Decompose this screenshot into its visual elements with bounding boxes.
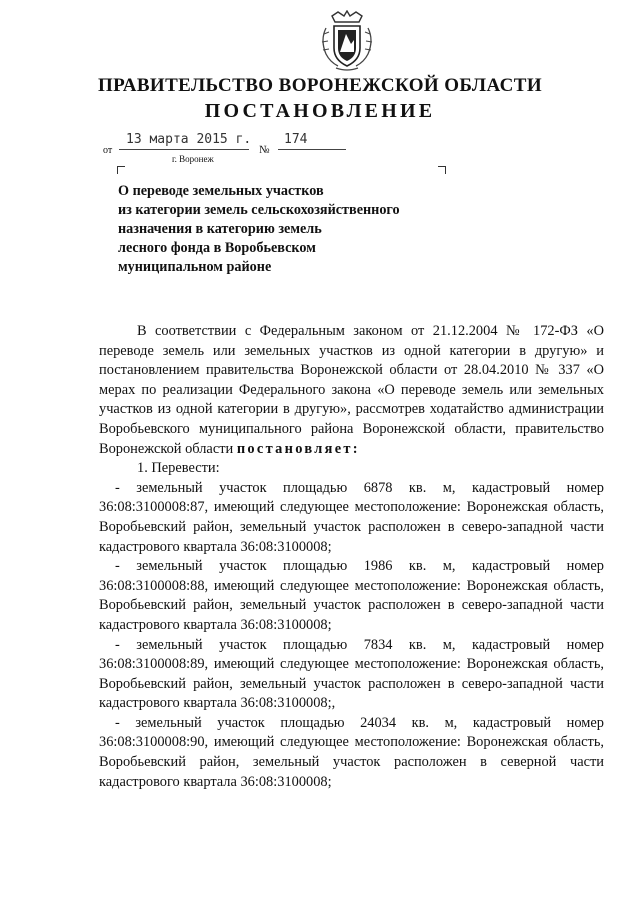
- document-subject: [118, 182, 448, 277]
- subject-line: О переводе земельных участков: [118, 183, 324, 199]
- document-type-title: ПОСТАНОВЛЕНИЕ: [204, 100, 436, 122]
- parcel-item: - земельный участок площадью 24034 кв. м, кадастровый номер 36:08:3100008:90, имеющий следующее местоположение: Воронежская область, Воробьевский район, земельный участок расположен в северной части кадастрового квартала 36:08:3100008;: [99, 714, 604, 790]
- subject-line: муниципальном районе: [118, 259, 272, 275]
- parcel-item: - земельный участок площадью 7834 кв. м, кадастровый номер 36:08:3100008:89, имеющий следующее местоположение: Воронежская область, Воробьевский район, земельный участок расположен в северо-западной части кадастрового квартала 36:08:3100008;,: [99, 636, 604, 712]
- subject-line: лесного фонда в Воробьевском: [118, 240, 316, 256]
- government-title: ПРАВИТЕЛЬСТВО ВОРОНЕЖСКОЙ ОБЛАСТИ: [97, 75, 543, 96]
- document-date: 13 марта 2015 г.: [126, 132, 252, 147]
- preamble-paragraph: [99, 322, 604, 459]
- item-heading: 1. Перевести:: [137, 460, 220, 477]
- number-prefix: №: [259, 144, 270, 156]
- city-label: г. Воронеж: [172, 154, 214, 164]
- coat-of-arms-icon: [318, 10, 376, 72]
- subject-line: назначения в категорию земель: [118, 221, 322, 237]
- decree-word: постановляет:: [236, 440, 360, 457]
- document-body: [99, 322, 604, 792]
- subject-corner-right: [438, 166, 446, 174]
- document-number: 174: [284, 132, 308, 147]
- date-prefix: от: [103, 145, 113, 156]
- preamble-text: В соответствии с Федеральным законом от 21.12.2004 № 172-ФЗ «О переводе земель или земельных участков из одной категории в другую» и постановлением правительства Воронежской области от 28.04.2010 № 337 «О мерах по реализации Федерального закона «О переводе земель или земельных участков из одной категории в другую», рассмотрев ходатайство администрации Воробьевского муниципального района Воронежской области, правительство Воронежской области: [99, 323, 604, 457]
- subject-corner-left: [117, 166, 125, 174]
- parcel-item: - земельный участок площадью 6878 кв. м, кадастровый номер 36:08:3100008:87, имеющий следующее местоположение: Воронежская область, Воробьевский район, земельный участок расположен в северо-западной части кадастрового квартала 36:08:3100008;: [99, 479, 604, 555]
- parcel-item: - земельный участок площадью 1986 кв. м, кадастровый номер 36:08:3100008:88, имеющий следующее местоположение: Воронежская область, Воробьевский район, земельный участок расположен в северо-западной части кадастрового квартала 36:08:3100008;: [99, 558, 604, 633]
- subject-line: из категории земель сельскохозяйственного: [118, 202, 400, 218]
